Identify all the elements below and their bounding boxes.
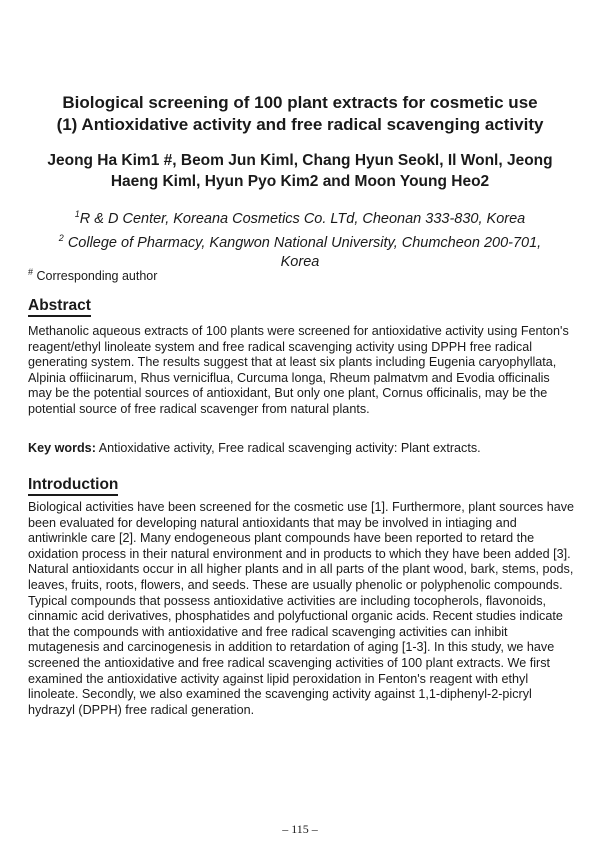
paper-title [20,92,580,136]
corresponding-author-note [28,267,157,283]
keywords [28,441,574,457]
authors-line-1: Jeong Ha Kim1 #, Beom Jun Kiml, Chang Hyun Seokl, Il Wonl, Jeong [47,152,553,169]
authors-line-2: Haeng Kiml, Hyun Pyo Kim2 and Moon Young Heo2 [110,173,490,190]
introduction-text: Biological activities have been screened for the cosmetic use [1]. Furthermore, plant sources have been evaluated for developing natural antioxidants that may be involved in intiaging and antiwrinkle care [2]. Many endogeneous plant compounds have been reported to retard the oxidation process in their natural environment and in products to which they have been added [3]. Natural antioxidants occur in all higher plants and in all parts of the plant wood, bark, stems, pods, leaves, fruits, roots, flowers, and seeds. These are usually phenolic or polyphenolic compounds. Typical compounds that possess antioxidative activities are including tocopherols, flavonoids, cinnamic acid derivatives, phosphatides and polyfuctional organic acids. Recent studies indicate that the compounds with antioxidative and free radical scavenging activities can inhibit mutagenesis and carcinogenesis in addition to retardation of aging [1-3]. In this study, we have screened the antioxidative and free radical scavenging activities of 100 plant extracts. We first examined the antioxidative activity against lipid peroxidation in Fenton's reagent with ethyl linoleate. Secondly, we also examined the scavenging activity against 1,1-diphenyl-2-picryl hydrazyl (DPPH) free radical generation. [28,500,575,717]
affiliation-2-cont: Korea [280,253,320,270]
affiliation-2 [24,229,576,253]
keywords-label: Key words: [28,441,96,455]
title-line-1: Biological screening of 100 plant extracts for cosmetic use [62,93,538,112]
affiliation-1-marker: 1 [74,209,80,219]
affiliation-2-marker: 2 [58,232,64,243]
affiliation-2-text: College of Pharmacy, Kangwon National University, Chumcheon 200-701, [67,234,542,251]
author-list [28,150,572,192]
introduction-heading: Introduction [28,476,118,494]
corresponding-text: Corresponding author [36,269,158,284]
page-number: – 115 – [282,822,318,836]
affiliation-1-text: R & D Center, Koreana Cosmetics Co. LTd, Cheonan 333-830, Korea [79,210,526,227]
title-line-2: (1) Antioxidative activity and free radical scavenging activity [56,115,544,134]
keywords-text: Antioxidative activity, Free radical scavenging activity: Plant extracts. [95,441,481,455]
affiliation-1 [24,205,576,229]
abstract-text: Methanolic aqueous extracts of 100 plants were screened for antioxidative activity using Fenton's reagent/ethyl linoleate system and free radical scavenging activity using DPPH free radical generating system. The results suggest that at least six plants including Eugenia caryophyllata, Alpinia offiicinarum, Rhus verniciflua, Curcuma longa, Rheum palmatvm and Evodia officinalis may be the potential sources of antioxidant, But only one plant, Cornus officinalis, may be the potential source of free radical scavenger from natural plants. [28,324,569,416]
affiliations [24,205,576,272]
abstract-heading: Abstract [28,297,91,315]
corresponding-mark: # [28,267,34,277]
